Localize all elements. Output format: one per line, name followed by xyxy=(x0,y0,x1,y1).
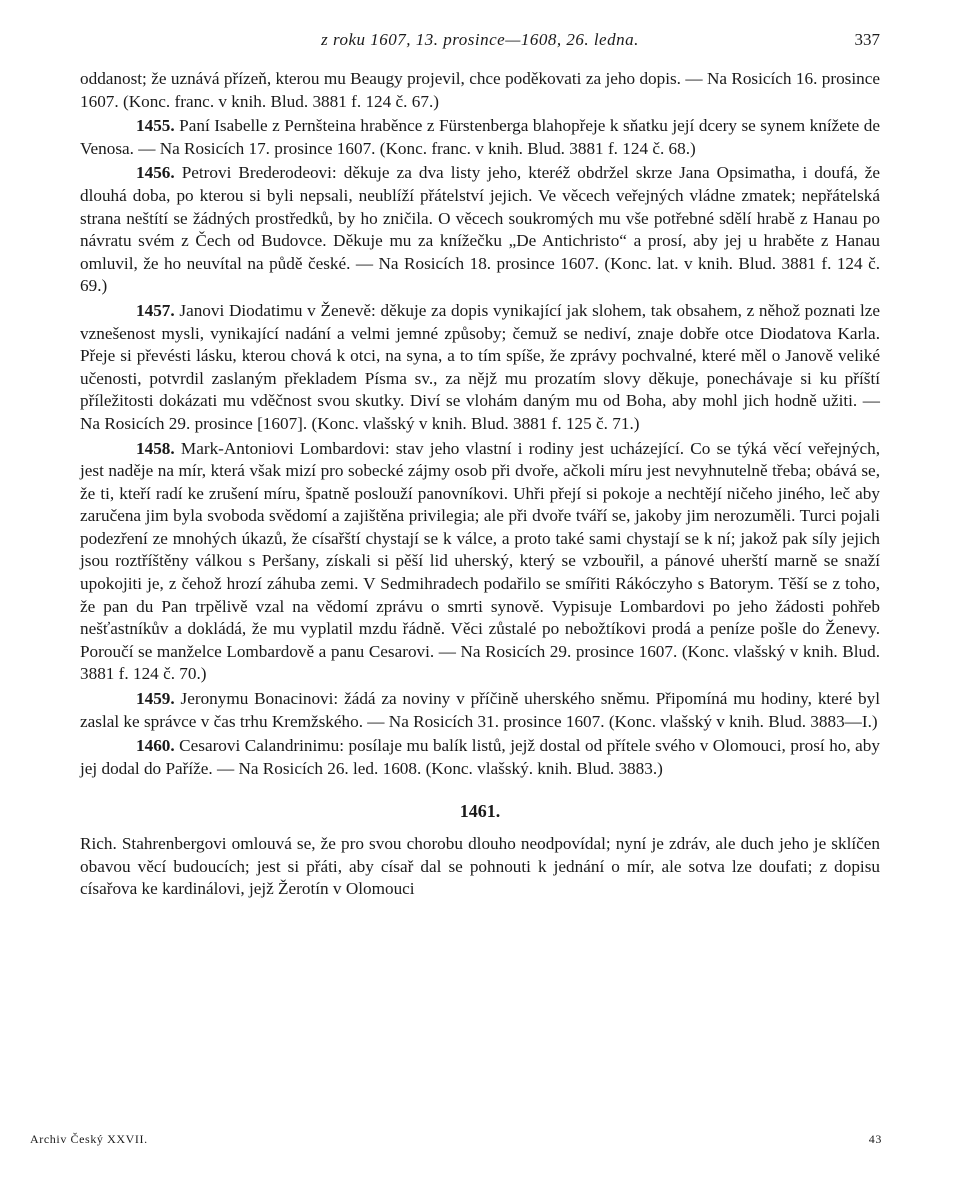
footer-signature: Archiv Český XXVII. xyxy=(30,1132,148,1146)
entry-1460 xyxy=(80,735,880,780)
entry-1455 xyxy=(80,115,880,160)
entry-1458 xyxy=(80,438,880,687)
entry-number: 1456. xyxy=(136,163,175,183)
document-body xyxy=(80,68,880,901)
entry-number: 1457. xyxy=(136,300,175,320)
entry-number: 1458. xyxy=(136,438,175,458)
document-page xyxy=(80,30,880,903)
entry-text: Paní Isabelle z Pernšteina hraběnce z Fürstenberga blahopřeje k sňatku její dcery se synem knížete de Venosa. — Na Rosicích 17. prosince 1607. (Konc. franc. v knih. Blud. 3881 f. 124 č. 68.) xyxy=(80,116,880,158)
page-number: 337 xyxy=(854,30,880,49)
entry-continuation xyxy=(80,68,880,113)
entry-text: Cesarovi Calandrinimu: posílaje mu balík listů, jejž dostal od přítele svého v Olomouci, prosí ho, aby jej dodal do Paříže. — Na Rosicích 26. led. 1608. (Konc. vlašský. knih. Blud. 3883.) xyxy=(80,736,880,778)
entry-text: Petrovi Brederodeovi: děkuje za dva listy jeho, kteréž obdržel skrze Jana Opsimatha, i doufá, že dlouhá doba, po kterou si byli nepsali, neublíží přátelství jejich. Ve věcech veřejných vládne zmatek; nepřátelská strana neštítí se žádných prostředků, by ho zničila. O věcech soukromých mu vše potřebné sdělí hrabě z Hanau po návratu svém z Čech od Budovce. Děkuje mu za knížečku „De Antichristo“ a prosí, aby jej u hraběte z Hanau omluvil, že ho neuvítal na půdě české. — Na Rosicích 18. prosince 1607. (Konc. lat. v knih. Blud. 3881 f. 124 č. 69.) xyxy=(80,163,880,296)
page-footer xyxy=(30,1132,882,1147)
section-heading: 1461. xyxy=(459,801,501,822)
entry-1459 xyxy=(80,688,880,733)
entry-number: 1455. xyxy=(136,116,175,136)
entry-1456 xyxy=(80,162,880,298)
running-header xyxy=(80,30,880,56)
entry-text: Janovi Diodatimu v Ženevě: děkuje za dopis vynikající jak slohem, tak obsahem, z něhož poznati lze vznešenost mysli, vynikající nadání a velmi jemné způsoby; čemuž se nediví, znaje dobře otce Diodatova Karla. Přeje si převésti lásku, kterou chová k otci, na syna, a to tím spíše, že zprávy pochvalné, které měl o Janově veliké učenosti, potvrdil zaslaným překladem Písma sv., za nějž mu prozatím slovy děkuje, ponechávaje si ku příští příležitosti dokázati mu vděčnost svou skutky. Diví se vlohám daným mu od Boha, aby mohl jich hodně užiti. — Na Rosicích 29. prosince [1607]. (Konc. vlašský v knih. Blud. 3881 f. 125 č. 71.) xyxy=(80,300,880,433)
entry-number: 1459. xyxy=(136,689,175,709)
entry-text: oddanost; že uznává přízeň, kterou mu Beaugy projevil, chce poděkovati za jeho dopis. — Na Rosicích 16. prosince 1607. (Konc. franc. v knih. Blud. 3881 f. 124 č. 67.) xyxy=(80,69,880,111)
entry-text: Mark-Antoniovi Lombardovi: stav jeho vlastní i rodiny jest ucházející. Co se týká věcí veřejných, jest naděje na mír, která však mizí pro sobecké zájmy osob při dvoře, ačkoli míru jest nevyhnutelně třeba; obává se, že ti, kteří radí ke zrušení míru, špatně poslouží panovníkovi. Uhři přejí si pokoje a nechtějí ničeho jiného, leč aby zaručena jim byla svoboda svědomí a zajištěna privilegia; ale při dvoře tváří se, jakoby jim nerozuměli. Turci pojali podezření ze mnohých úkazů, že císařští chystají se k válce, a proto také sami chystají se k ní; jakož pak síly jejich jsou roztříštěny válkou s Peršany, získali si pěší lid uherský, který se vzbouřil, a pánové uherští marně se snaží upokojiti je, z čehož hrozí záhuba zemi. V Sedmihradech podařilo se smířiti Rákóczyho s Batorym. Těší se z toho, že pan du Pan trpělivě vzal na vědomí zprávu o smrti synově. Vypisuje Lombardovi po jeho žádosti pohřeb nešťastníkův a dokládá, že mu vyplatil mzdu řádně. Věci zůstalé po nebožtíkovi prodá a peníze pošle do Ženevy. Poroučí se manželce Lombardově a panu Cesarovi. — Na Rosicích 29. prosince 1607. (Konc. vlašský v knih. Blud. 3881 f. 124 č. 70.) xyxy=(80,438,880,684)
entry-1457 xyxy=(80,300,880,436)
header-title: z roku 1607, 13. prosince—1608, 26. ledna. xyxy=(321,30,639,49)
footer-sheet-number: 43 xyxy=(868,1132,882,1146)
entry-number: 1460. xyxy=(136,736,175,756)
entry-1461-text: Rich. Stahrenbergovi omlouvá se, že pro svou chorobu dlouho neodpovídal; nyní je zdráv, ale duch jeho je sklíčen obavou věcí budoucích; jest si přáti, aby císař dal se pohnouti k jednání o mír, ale sotva lze doufati; z dopisu císařova ke kardinálovi, jejž Žerotín v Olomouci xyxy=(80,834,880,899)
entry-text: Jeronymu Bonacinovi: žádá za noviny v příčině uherského sněmu. Připomíná mu hodiny, které byl zaslal ke správce v čas trhu Kremžského. — Na Rosicích 31. prosince 1607. (Konc. vlašský v knih. Blud. 3883—I.) xyxy=(80,689,880,731)
